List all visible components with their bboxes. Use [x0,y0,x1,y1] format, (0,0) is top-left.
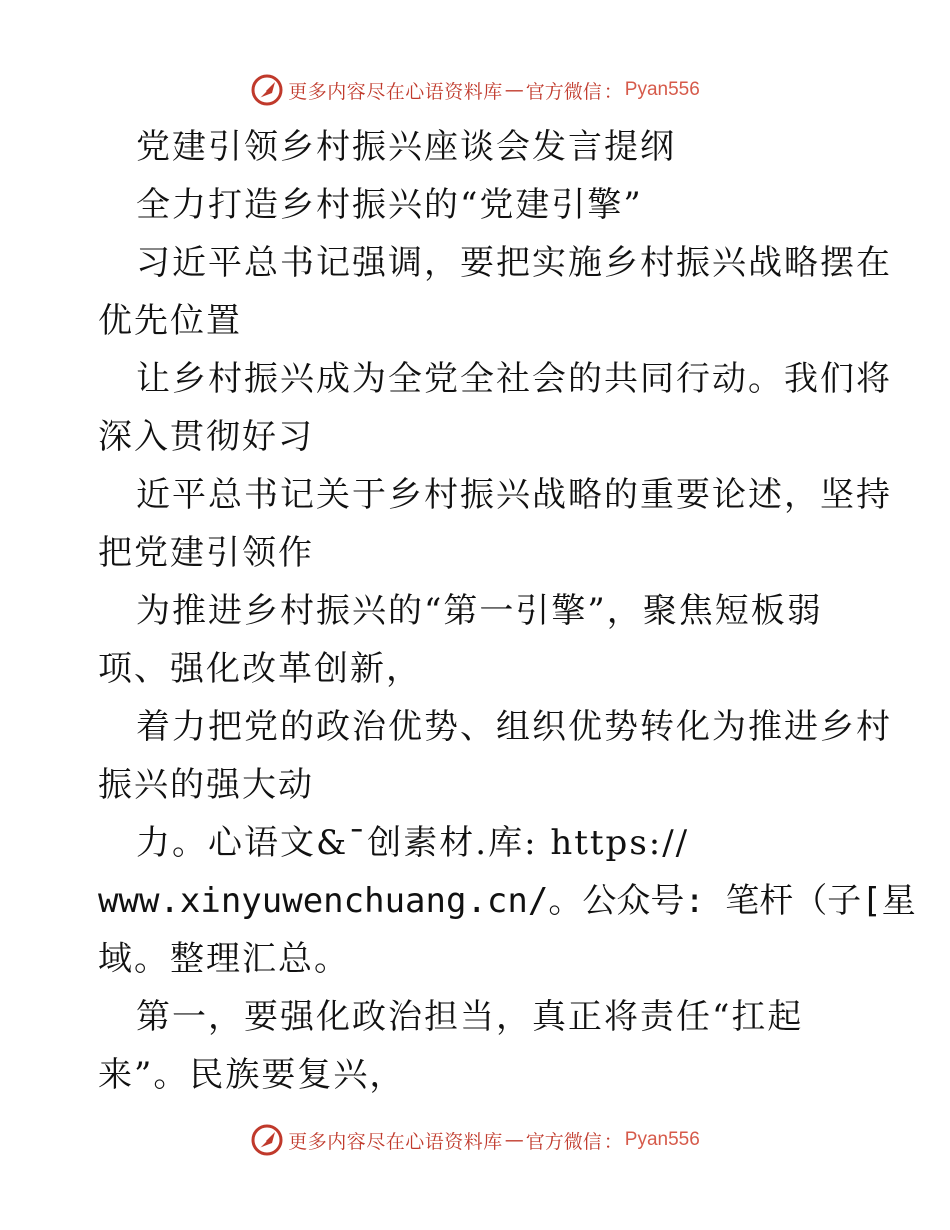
watermark-separator: — [504,1129,524,1151]
watermark-separator: — [504,79,524,101]
paragraph-line: 力。心语文&¯创素材.库: https:// [136,823,690,863]
paragraph-line: 域。整理汇总。 [98,939,350,979]
document-title: 党建引领乡村振兴座谈会发言提纲 [136,127,676,167]
paragraph-line: 优先位置 [98,301,242,341]
watermark-header [0,72,950,108]
watermark-wechat-id: Pyan556 [624,79,700,100]
watermark-wechat-label: 官方微信 [525,80,602,103]
paragraph-line: 深入贯彻好习 [98,417,314,457]
watermark-colon: ： [603,80,623,103]
watermark-colon: ： [603,1130,623,1153]
paragraph-line: 第一，要强化政治担当，真正将责任“扛起 [136,997,804,1037]
watermark-text: 更多内容尽在心语资料库 [288,1130,503,1153]
paragraph-line: 习近平总书记强调，要把实施乡村振兴战略摆在 [136,243,892,283]
paragraph-line: 把党建引领作 [98,533,314,573]
paragraph-line: 着力把党的政治优势、组织优势转化为推进乡村 [136,707,892,747]
watermark-wechat-id: Pyan556 [624,1129,700,1150]
watermark-footer [0,1122,950,1158]
paragraph-line: 项、强化改革创新， [98,649,422,689]
watermark-text: 更多内容尽在心语资料库 [288,80,503,103]
watermark-wechat-label: 官方微信 [525,1130,602,1153]
paragraph-line: 振兴的强大动 [98,765,314,805]
paragraph-line: 为推进乡村振兴的“第一引擎”，聚焦短板弱 [136,591,823,631]
paragraph-line: 让乡村振兴成为全党全社会的共同行动。我们将 [136,359,892,399]
document-body [98,118,916,1104]
document-subtitle: 全力打造乡村振兴的“党建引擎” [136,185,643,225]
quill-logo-icon [250,73,284,107]
paragraph-line: 来”。民族要复兴， [98,1055,406,1095]
paragraph-line-url: www.xinyuwenchuang.cn/。公众号: 笔杆（子[星 [98,881,916,921]
paragraph-line: 近平总书记关于乡村振兴战略的重要论述，坚持 [136,475,892,515]
quill-logo-icon [250,1123,284,1157]
